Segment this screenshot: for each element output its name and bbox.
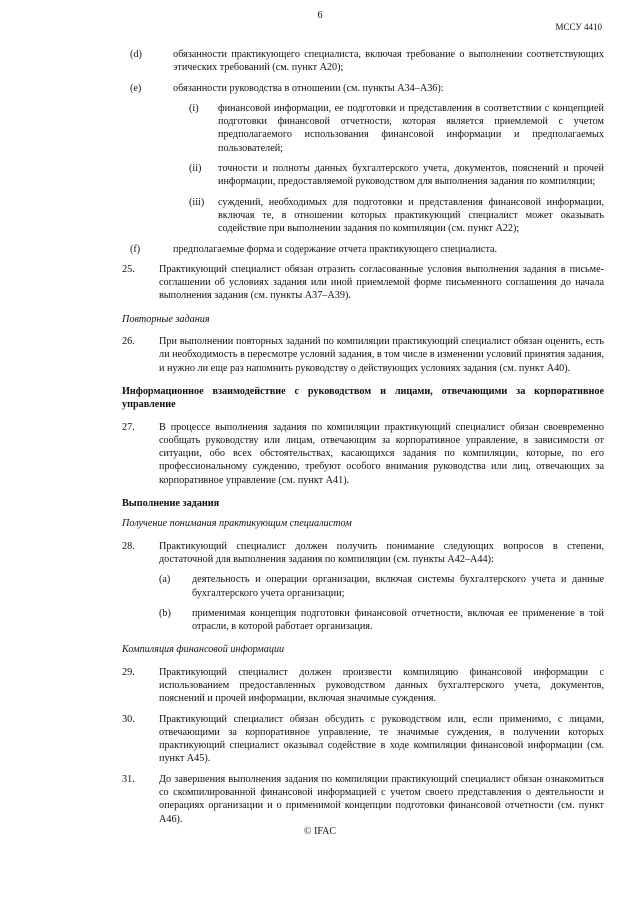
list-item-d bbox=[130, 48, 604, 75]
paragraph-text: Практикующий специалист обязан обсудить с руководством или, если применимо, с лицами, отвечающими за корпоративное управление, те значимые суждения, в получении которых практикующий специалист оказывал содействие в ходе компиляции финансовой информации (см. пункт А45). bbox=[159, 713, 604, 765]
paragraph-text: При выполнении повторных заданий по компиляции практикующий специалист обязан оценить, есть ли необходимость в пересмотре условий задания, в том числе в изменении условий принятия задания, и нужно ли еще раз напомнить руководству о действующих условиях задания (см. пункт А40). bbox=[159, 336, 604, 374]
list-item-e-iii bbox=[189, 196, 604, 236]
paragraph-text: В процессе выполнения задания по компиляции практикующий специалист обязан своевременно сообщать руководству или лицам, отвечающим за корпоративное управление, в зависимости от ситуации, обо всех обстоятельствах, касающихся задания по компиляции, которые, по его профессиональному суждению, требуют особого внимания руководства или лиц, отвечающих за корпоративное управление (см. пункт А41). bbox=[159, 421, 604, 486]
item-text: деятельность и операции организации, включая системы бухгалтерского учета и данные бухгалтерского учета организации; bbox=[192, 574, 604, 599]
paragraph-number: 29. bbox=[122, 666, 135, 678]
item-text: обязанности руководства в отношении (см. пункты А34–А36): bbox=[173, 82, 444, 94]
list-item-28b bbox=[159, 607, 604, 634]
heading-communication: Информационное взаимодействие с руководством и лицами, отвечающими за корпоративное управление bbox=[122, 385, 604, 411]
paragraph-27 bbox=[122, 421, 604, 487]
item-text: обязанности практикующего специалиста, включая требование о выполнении соответствующих этических требований (см. пункт A20); bbox=[173, 49, 604, 74]
item-text: точности и полноты данных бухгалтерского учета, документов, пояснений и прочей информации, предоставляемой руководством для выполнения задания по компиляции; bbox=[218, 163, 604, 188]
page-content bbox=[122, 48, 604, 833]
paragraph-number: 31. bbox=[122, 773, 135, 785]
paragraph-30 bbox=[122, 713, 604, 766]
paragraph-text: Практикующий специалист обязан отразить согласованные условия выполнения задания в письме-соглашении об условиях задания или иной приемлемой форме письменного соглашения до начала выполнения задания (см. пункты А37–А39). bbox=[159, 263, 604, 302]
paragraph-number: 30. bbox=[122, 713, 135, 725]
paragraph-number: 26. bbox=[122, 336, 135, 348]
list-item-28a bbox=[159, 573, 604, 600]
subheading-compiling: Компиляция финансовой информации bbox=[122, 644, 285, 656]
item-label: (f) bbox=[130, 243, 141, 255]
paragraph-text: До завершения выполнения задания по компиляции практикующий специалист обязан ознакомиться со скомпилированной финансовой информацией с учетом своего представления о деятельности и операциях организации и о применимой концепции подготовки финансовой отчетности (см. пункт А46). bbox=[159, 773, 604, 825]
item-label: (i) bbox=[189, 102, 199, 114]
paragraph-25 bbox=[122, 263, 604, 303]
paragraph-number: 27. bbox=[122, 421, 135, 433]
item-label: (iii) bbox=[189, 196, 205, 208]
item-text: финансовой информации, ее подготовки и представления в соответствии с концепцией подготовки финансовой отчетности, которая является приемлемой с учетом предполагаемого использования финансовой информации и предполагаемых пользователей; bbox=[218, 102, 604, 154]
item-text: предполагаемые форма и содержание отчета практикующего специалиста. bbox=[173, 243, 498, 255]
list-item-f bbox=[130, 243, 604, 256]
list-item-e-i bbox=[189, 102, 604, 155]
paragraph-number: 28. bbox=[122, 540, 135, 552]
paragraph-text: Практикующий специалист должен произвести компиляцию финансовой информации с использованием предоставленных руководством данных бухгалтерского учета, документов, пояснений и прочей информации, включая значимые суждения. bbox=[159, 666, 604, 705]
item-text: применимая концепция подготовки финансовой отчетности, включая ее применение в той отрасли, в которой работает организация. bbox=[192, 607, 604, 633]
list-item-e bbox=[130, 82, 604, 95]
item-text: суждений, необходимых для подготовки и представления финансовой информации, включая те, в отношении которых практикующий специалист может оказывать содействие при выполнении задания по компиляции (см. пункт А22); bbox=[218, 196, 604, 235]
subheading-understanding: Получение понимания практикующим специалистом bbox=[122, 518, 352, 530]
paragraph-text: Практикующий специалист должен получить понимание следующих вопросов в степени, достаточной для выполнения задания по компиляции (см. пункты А42–А44): bbox=[159, 540, 604, 565]
paragraph-number: 25. bbox=[122, 263, 135, 275]
item-label: (b) bbox=[159, 607, 171, 619]
paragraph-28 bbox=[122, 540, 604, 567]
paragraph-29 bbox=[122, 666, 604, 706]
item-label: (e) bbox=[130, 82, 142, 94]
subheading-repeat-engagements: Повторные задания bbox=[122, 313, 210, 325]
paragraph-26 bbox=[122, 335, 604, 375]
item-label: (a) bbox=[159, 574, 171, 586]
heading-performing-engagement: Выполнение задания bbox=[122, 498, 220, 510]
item-label: (d) bbox=[130, 49, 142, 60]
paragraph-31 bbox=[122, 773, 604, 826]
page-number: 6 bbox=[317, 10, 323, 21]
list-item-e-ii bbox=[189, 162, 604, 189]
standard-code: МССУ 4410 bbox=[555, 22, 602, 32]
item-label: (ii) bbox=[189, 163, 202, 175]
copyright-footer: © IFAC bbox=[303, 826, 337, 837]
